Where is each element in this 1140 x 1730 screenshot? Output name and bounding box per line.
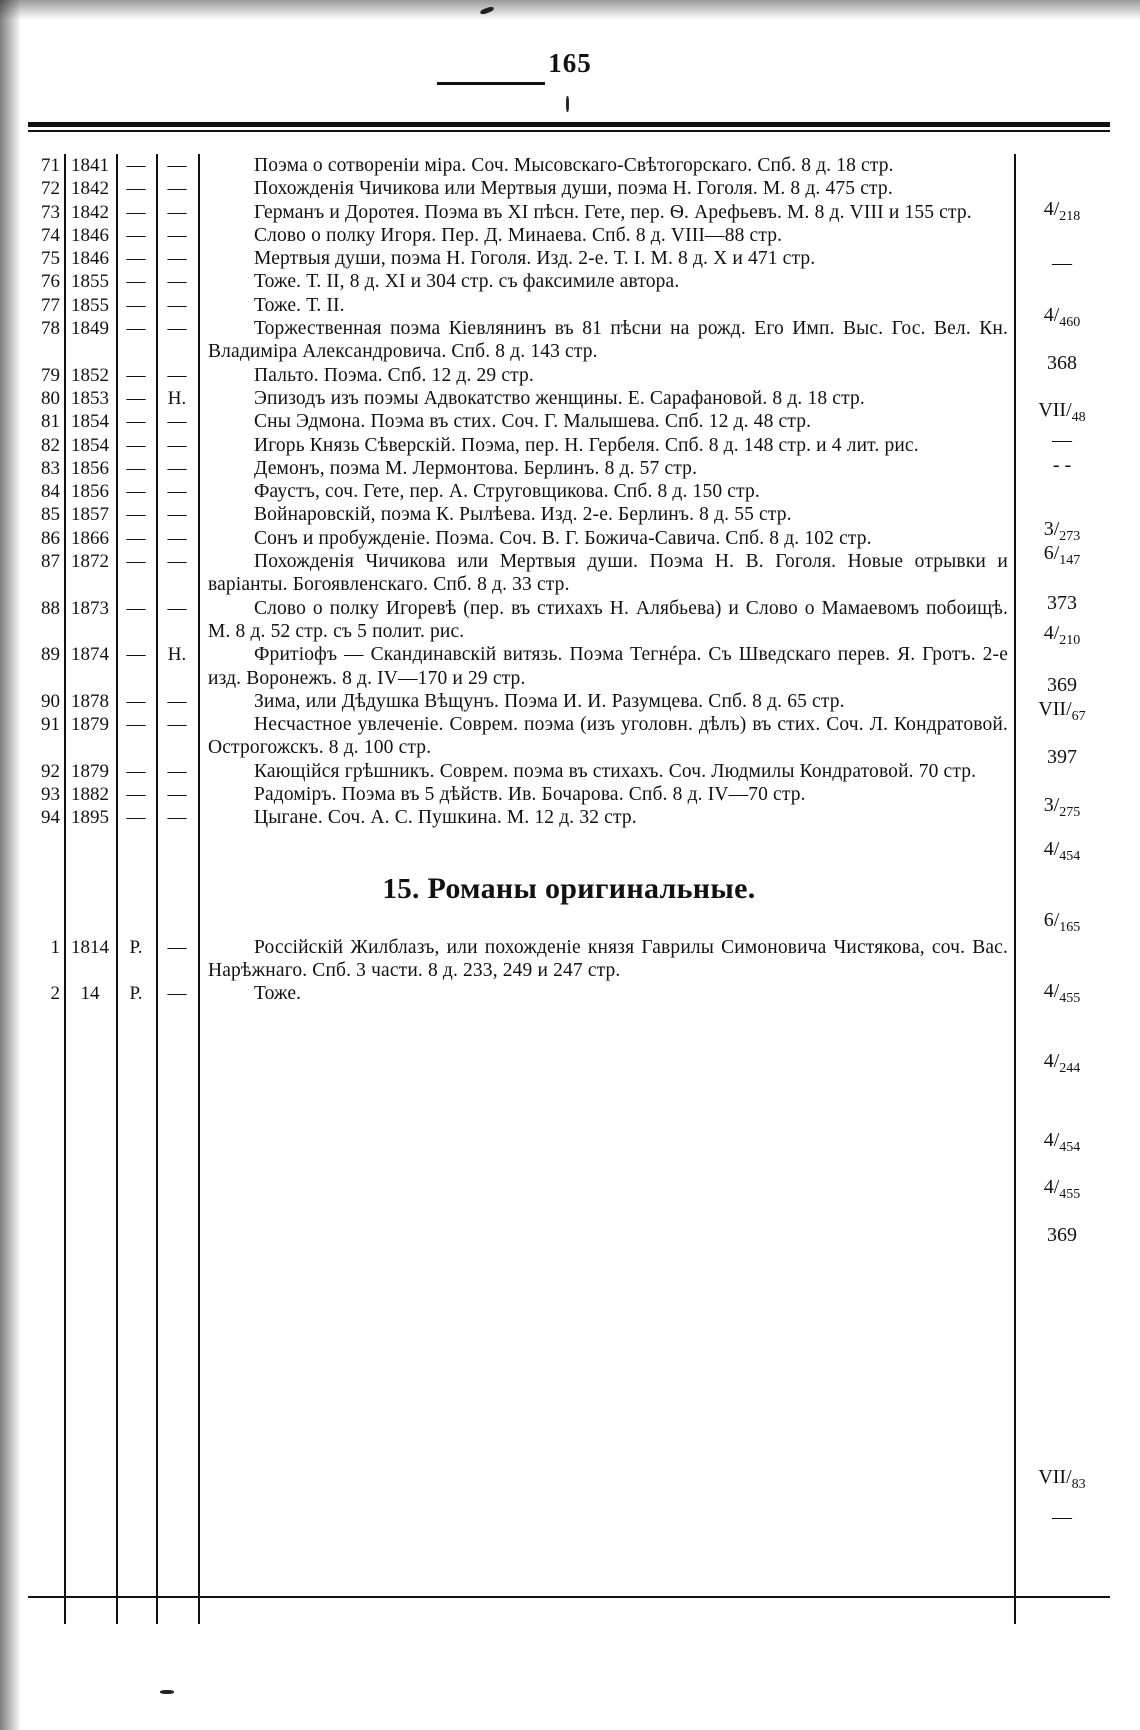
table-row[interactable] xyxy=(28,527,1110,550)
entry-year: 1882 xyxy=(71,784,109,806)
entry-year: 1814 xyxy=(71,936,109,958)
scan-edge-top xyxy=(0,0,1140,22)
entry-year: 1846 xyxy=(71,224,109,246)
section-title-text: Романы оригинальные. xyxy=(427,871,756,905)
table-bottom-rule xyxy=(28,1596,1110,1598)
entry-code: $4/_{218}$ xyxy=(1043,198,1081,224)
entry-mark-1: — xyxy=(126,434,146,456)
entry-description: Фаустъ, соч. Гете, пер. А. Струговщикова. Спб. 8 д. 150 стр. xyxy=(254,481,760,503)
entry-year: 1846 xyxy=(71,248,109,270)
entry-number: 93 xyxy=(41,784,60,806)
table-row[interactable] xyxy=(28,317,1110,364)
entry-code: - - xyxy=(1052,454,1072,476)
entry-description: Зима, или Дѣдушка Вѣщунъ. Поэма И. И. Разумцева. Спб. 8 д. 65 стр. xyxy=(254,690,845,712)
table-row[interactable] xyxy=(28,434,1110,457)
table-grid xyxy=(28,154,1110,1528)
entry-mark-1: — xyxy=(126,201,146,223)
entry-mark-2: — xyxy=(167,364,187,386)
entry-number: 91 xyxy=(41,714,60,736)
table-row[interactable] xyxy=(28,783,1110,806)
table-row[interactable] xyxy=(28,201,1110,224)
entry-description: Тоже. xyxy=(254,983,302,1005)
entry-year: 1854 xyxy=(71,411,109,433)
entry-code: $6/_{147}$ xyxy=(1043,542,1081,568)
entry-mark-2: — xyxy=(167,155,187,176)
entry-description: Мертвыя души, поэма Н. Гоголя. Изд. 2-е. Т. I. М. 8 д. X и 471 стр. xyxy=(254,248,816,270)
entry-number: 2 xyxy=(50,983,60,1005)
table-row[interactable] xyxy=(28,760,1110,783)
entry-mark-2: — xyxy=(167,411,187,433)
entry-mark-2: — xyxy=(167,178,187,200)
entry-year: 1874 xyxy=(71,644,109,666)
entry-mark-1: — xyxy=(126,271,146,293)
entry-code: $3/_{275}$ xyxy=(1043,794,1081,820)
entry-code: — xyxy=(1052,1506,1072,1528)
entry-mark-1: — xyxy=(126,760,146,782)
entry-number: 72 xyxy=(41,178,60,200)
entry-year: 1872 xyxy=(71,551,109,573)
entry-number: 78 xyxy=(41,318,60,340)
entry-mark-1: — xyxy=(126,178,146,200)
entry-year: 1856 xyxy=(71,457,109,479)
entry-description: Демонъ, поэма М. Лермонтова. Берлинъ. 8 д. 57 стр. xyxy=(254,457,698,479)
entry-year: 1853 xyxy=(71,387,109,409)
entry-number: 85 xyxy=(41,504,60,526)
entry-year: 1879 xyxy=(71,760,109,782)
entry-description: Радоміръ. Поэма въ 5 дѣйств. Ив. Бочарова. Спб. 8 д. IV—70 стр. xyxy=(254,784,806,806)
entry-number: 94 xyxy=(41,807,60,829)
entry-number: 83 xyxy=(41,457,60,479)
page-number: 165 xyxy=(548,48,592,78)
scan-edge-left xyxy=(0,0,30,1730)
entry-mark-1: Р. xyxy=(129,983,143,1005)
entry-code: VII/$_{83}$ xyxy=(1038,1466,1086,1492)
entry-year: 1841 xyxy=(71,155,109,176)
entry-year: 1854 xyxy=(71,434,109,456)
entry-year: 1855 xyxy=(71,294,109,316)
table-row[interactable] xyxy=(28,154,1110,177)
entry-number: 74 xyxy=(41,224,60,246)
entry-mark-2: — xyxy=(167,983,187,1005)
entry-mark-1: — xyxy=(126,411,146,433)
entry-year: 1842 xyxy=(71,178,109,200)
entry-code: $3/_{273}$ xyxy=(1043,518,1081,544)
entry-mark-1: — xyxy=(126,481,146,503)
entry-mark-1: — xyxy=(126,504,146,526)
entry-year: 1866 xyxy=(71,527,109,549)
entry-code: $4/_{244}$ xyxy=(1043,1050,1081,1076)
entry-mark-2: Н. xyxy=(167,644,187,666)
entry-year: 1895 xyxy=(71,807,109,829)
entry-number: 92 xyxy=(41,760,60,782)
table-rows xyxy=(28,154,1110,1006)
entry-number: 84 xyxy=(41,481,60,503)
table-row[interactable] xyxy=(28,713,1110,760)
table-row[interactable] xyxy=(28,690,1110,713)
entry-mark-1: — xyxy=(126,714,146,736)
entry-description: Похожденія Чичикова или Мертвыя души. Поэма Н. В. Гоголя. Новые отрывки и варіанты. Богоявленскаго. Спб. 8 д. 33 стр. xyxy=(208,551,1008,596)
table-row[interactable] xyxy=(28,982,1110,1005)
entry-number: 1 xyxy=(50,936,60,958)
page-number-rule xyxy=(437,82,545,85)
table-row[interactable] xyxy=(28,270,1110,293)
entry-description: Войнаровскій, поэма К. Рылѣева. Изд. 2-е. Берлинъ. 8 д. 55 стр. xyxy=(254,504,792,526)
entry-mark-2: — xyxy=(167,784,187,806)
entry-mark-1: — xyxy=(126,527,146,549)
entry-description: Россійскій Жилблазъ, или похожденіе князя Гаврилы Симоновича Чистякова, соч. Вас. Нарѣжнаго. Спб. 3 части. 8 д. 233, 249 и 247 стр. xyxy=(208,936,1008,981)
entry-number: 86 xyxy=(41,527,60,549)
entry-description: Кающійся грѣшникъ. Соврем. поэма въ стихахъ. Соч. Людмилы Кондратовой. 70 стр. xyxy=(254,760,977,782)
entry-description: Слово о полку Игоря. Пер. Д. Минаева. Спб. 8 д. VIII—88 стр. xyxy=(254,224,783,246)
entry-mark-1: — xyxy=(126,224,146,246)
entry-description: Слово о полку Игоревѣ (пер. въ стихахъ Н. Алябьева) и Слово о Мамаевомъ побоищѣ. М. 8 д. 52 стр. съ 5 полит. рис. xyxy=(208,597,1008,642)
entry-code: $4/_{455}$ xyxy=(1043,980,1081,1006)
entry-number: 88 xyxy=(41,597,60,619)
entry-description: Тоже. Т. II, 8 д. XI и 304 стр. съ факсимиле автора. xyxy=(254,271,680,293)
entry-year: 1879 xyxy=(71,714,109,736)
entry-number: 80 xyxy=(41,387,60,409)
entry-description: Германъ и Доротея. Поэма въ XI пѣсн. Гете, пер. Ѳ. Арефьевъ. М. 8 д. VIII и 155 стр. xyxy=(254,201,972,223)
table-row[interactable] xyxy=(28,480,1110,503)
table-row[interactable] xyxy=(28,806,1110,829)
entry-code: $4/_{210}$ xyxy=(1043,622,1081,648)
entry-number: 90 xyxy=(41,690,60,712)
entry-mark-2: — xyxy=(167,248,187,270)
entry-mark-2: — xyxy=(167,481,187,503)
entry-code: $4/_{454}$ xyxy=(1043,838,1081,864)
entry-mark-2: — xyxy=(167,551,187,573)
entry-code: 397 xyxy=(1047,746,1077,768)
table-row[interactable] xyxy=(28,177,1110,200)
entry-year: 1873 xyxy=(71,597,109,619)
entry-mark-1: — xyxy=(126,597,146,619)
entry-mark-2: — xyxy=(167,457,187,479)
entry-mark-1: — xyxy=(126,690,146,712)
table-top-rule-thin xyxy=(28,130,1110,132)
entry-mark-2: — xyxy=(167,760,187,782)
entry-mark-2: — xyxy=(167,318,187,340)
table-row[interactable] xyxy=(28,643,1110,690)
entry-code: 373 xyxy=(1047,592,1077,614)
entry-mark-2: — xyxy=(167,527,187,549)
entry-mark-1: — xyxy=(126,364,146,386)
entry-mark-1: — xyxy=(126,387,146,409)
table-row[interactable] xyxy=(28,503,1110,526)
entry-code: $6/_{165}$ xyxy=(1043,909,1081,935)
entry-description: Игорь Князь Сѣверскій. Поэма, пер. Н. Гербеля. Спб. 8 д. 148 стр. и 4 лит. рис. xyxy=(254,434,919,456)
entry-mark-1: — xyxy=(126,318,146,340)
entry-code: VII/$_{48}$ xyxy=(1038,399,1086,425)
entry-number: 89 xyxy=(41,644,60,666)
entry-year: 14 xyxy=(80,983,100,1005)
entry-description: Сонъ и пробужденіе. Поэма. Соч. В. Г. Божича-Савича. Спб. 8 д. 102 стр. xyxy=(254,527,872,549)
table-row[interactable] xyxy=(28,597,1110,644)
entry-mark-1: — xyxy=(126,644,146,666)
table-top-rule-thick xyxy=(28,122,1110,127)
entry-mark-2: — xyxy=(167,271,187,293)
table-row[interactable] xyxy=(28,936,1110,983)
entry-code: $4/_{454}$ xyxy=(1043,1129,1081,1155)
entry-mark-2: — xyxy=(167,504,187,526)
entry-mark-2: — xyxy=(167,434,187,456)
entry-code: VII/$_{67}$ xyxy=(1038,698,1086,724)
entry-mark-2: Н. xyxy=(167,387,187,409)
entry-year: 1878 xyxy=(71,690,109,712)
entry-description: Пальто. Поэма. Спб. 12 д. 29 стр. xyxy=(254,364,534,386)
entry-year: 1855 xyxy=(71,271,109,293)
table-row[interactable] xyxy=(28,294,1110,317)
entry-mark-2: — xyxy=(167,807,187,829)
entry-year: 1857 xyxy=(71,504,109,526)
entry-number: 81 xyxy=(41,411,60,433)
catalog-table xyxy=(28,122,1110,1528)
entry-number: 79 xyxy=(41,364,60,386)
entry-code: — xyxy=(1052,252,1072,274)
entry-description: Похожденія Чичикова или Мертвыя души, поэма Н. Гоголя. М. 8 д. 475 стр. xyxy=(254,178,893,200)
entry-year: 1849 xyxy=(71,318,109,340)
entry-mark-1: — xyxy=(126,551,146,573)
entry-number: 75 xyxy=(41,248,60,270)
entry-mark-2: — xyxy=(167,224,187,246)
entry-mark-2: — xyxy=(167,294,187,316)
entry-description: Поэма о сотвореніи міра. Соч. Мысовскаго-Свѣтогорскаго. Спб. 8 д. 18 стр. xyxy=(254,155,894,176)
entry-code: 369 xyxy=(1047,1224,1077,1246)
entry-description: Эпизодъ изъ поэмы Адвокатство женщины. Е. Сарафановой. 8 д. 18 стр. xyxy=(254,387,865,409)
entry-number: 76 xyxy=(41,271,60,293)
entry-code: $4/_{460}$ xyxy=(1043,304,1081,330)
entry-code: 368 xyxy=(1047,352,1077,374)
entry-number: 73 xyxy=(41,201,60,223)
entry-code: $4/_{455}$ xyxy=(1043,1176,1081,1202)
table-row[interactable] xyxy=(28,550,1110,597)
entry-description: Сны Эдмона. Поэма въ стих. Соч. Г. Малышева. Спб. 12 д. 48 стр. xyxy=(254,411,812,433)
entry-description: Несчастное увлеченіе. Соврем. поэма (изъ уголовн. дѣлъ) въ стих. Соч. Л. Кондратовой. Острогожскъ. 8 д. 100 стр. xyxy=(208,714,1008,759)
entry-mark-1: — xyxy=(126,294,146,316)
table-row[interactable] xyxy=(28,387,1110,410)
entry-description: Торжественная поэма Кіевлянинъ въ 81 пѣсни на рожд. Его Имп. Выс. Гос. Вел. Кн. Владиміра Александровича. Спб. 8 д. 143 стр. xyxy=(208,318,1008,363)
table-row[interactable] xyxy=(28,247,1110,270)
entry-number: 77 xyxy=(41,294,60,316)
entry-mark-1: Р. xyxy=(129,936,143,958)
scan-speck xyxy=(160,1690,174,1694)
entry-mark-1: — xyxy=(126,155,146,176)
entry-year: 1856 xyxy=(71,481,109,503)
table-row[interactable] xyxy=(28,410,1110,433)
entry-description: Фритіофъ — Скандинавскій витязь. Поэма Тегнéра. Съ Шведскаго перев. Я. Гротъ. 2-е изд. Воронежъ. 8 д. IV—170 и 29 стр. xyxy=(208,644,1008,689)
table-row[interactable] xyxy=(28,364,1110,387)
entry-mark-2: — xyxy=(167,597,187,619)
entry-number: 82 xyxy=(41,434,60,456)
entry-mark-1: — xyxy=(126,457,146,479)
table-row[interactable] xyxy=(28,224,1110,247)
entry-mark-1: — xyxy=(126,248,146,270)
table-row[interactable] xyxy=(28,457,1110,480)
section-heading xyxy=(28,872,1110,906)
entry-code: — xyxy=(1052,429,1072,451)
entry-mark-1: — xyxy=(126,807,146,829)
entry-description: Тоже. Т. II. xyxy=(254,294,345,316)
entry-mark-2: — xyxy=(167,936,187,958)
entry-mark-1: — xyxy=(126,784,146,806)
entry-year: 1852 xyxy=(71,364,109,386)
entry-number: 87 xyxy=(41,551,60,573)
entry-year: 1842 xyxy=(71,201,109,223)
entry-mark-2: — xyxy=(167,714,187,736)
section-number: 15. xyxy=(382,872,420,905)
entry-description: Цыгане. Соч. А. С. Пушкина. М. 12 д. 32 стр. xyxy=(254,807,637,829)
entry-mark-2: — xyxy=(167,201,187,223)
entry-number: 71 xyxy=(41,155,60,176)
scan-speck xyxy=(566,96,569,112)
entry-mark-2: — xyxy=(167,690,187,712)
entry-code: 369 xyxy=(1047,674,1077,696)
